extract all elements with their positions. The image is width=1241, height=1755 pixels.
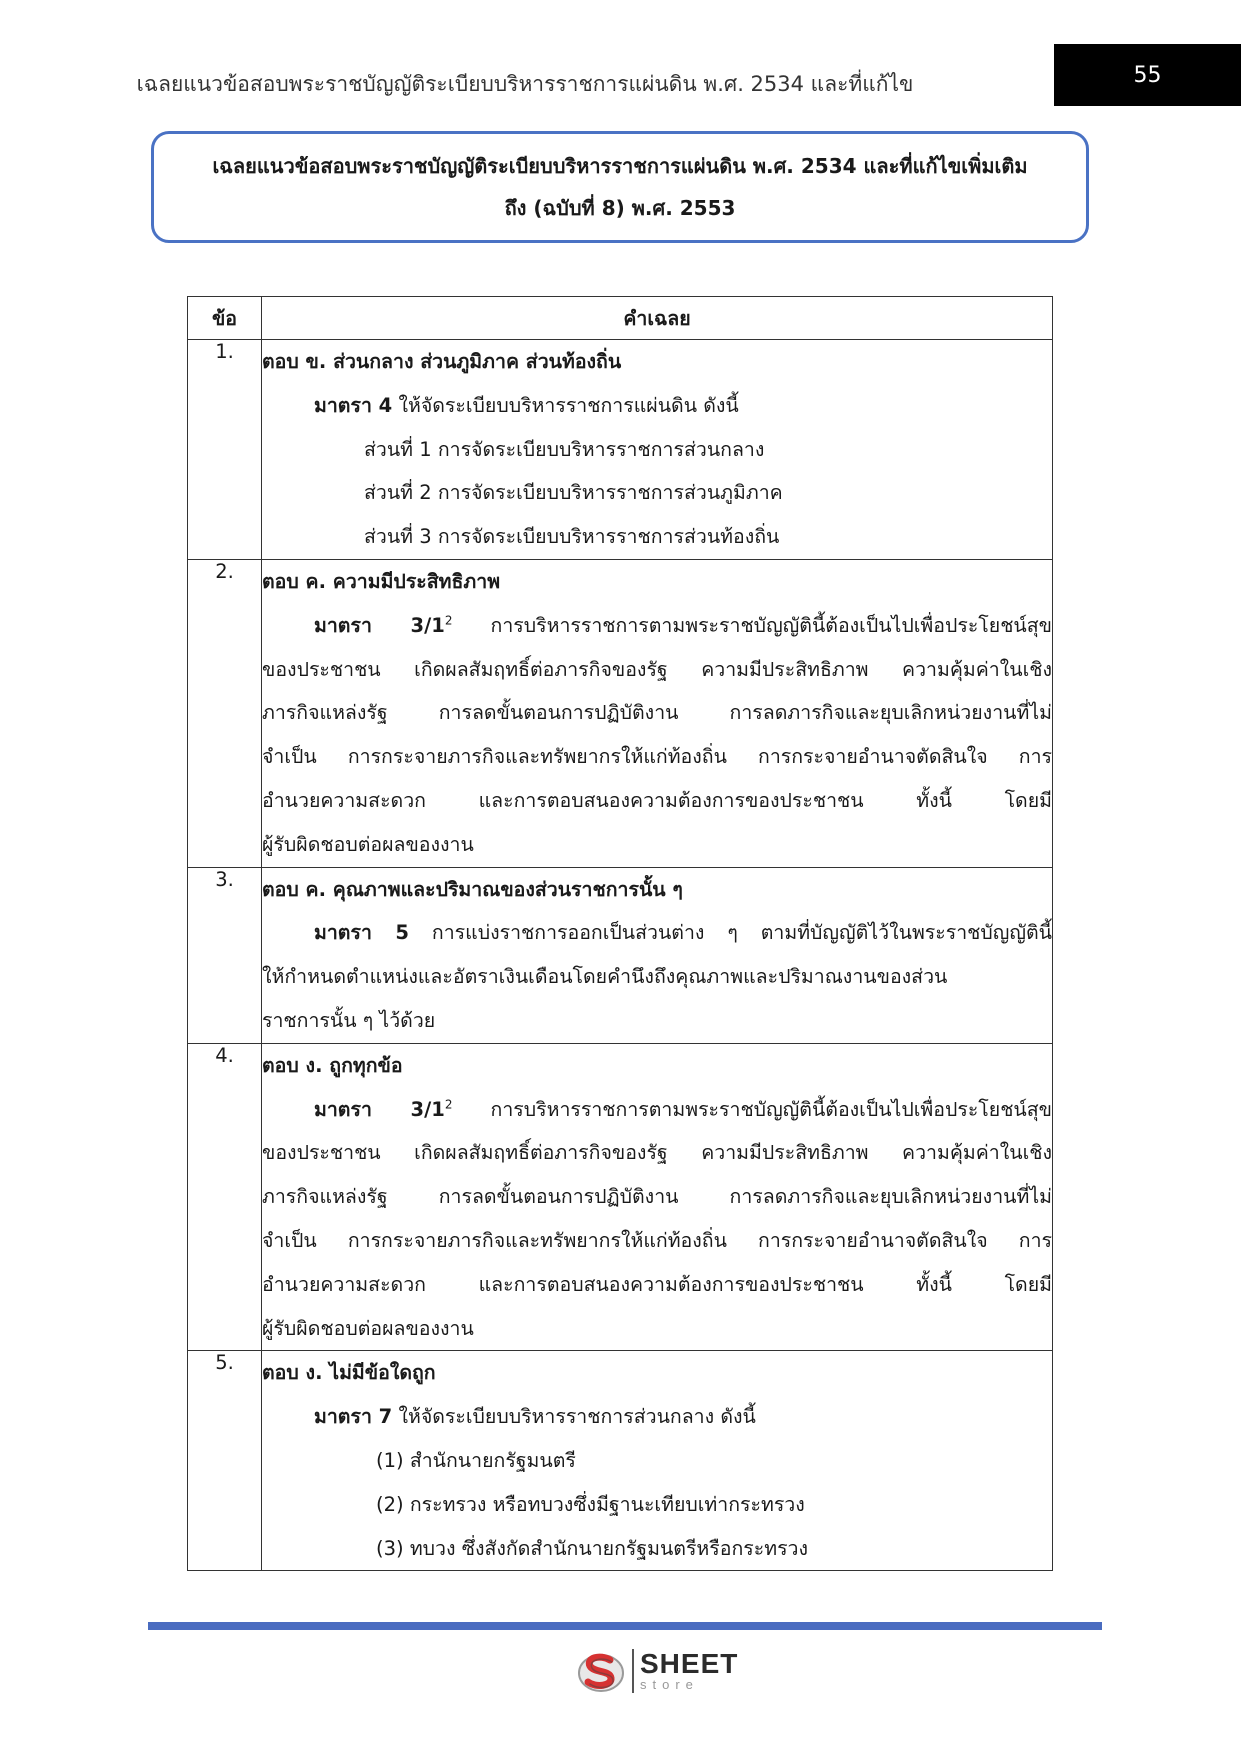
column-header-answer: คำเฉลย	[262, 297, 1053, 340]
section-text: การบริหารราชการตามพระราชบัญญัตินี้ต้องเป็นไปเพื่อประโยชน์สุข	[452, 1097, 1052, 1121]
page-number: 55	[1054, 44, 1241, 106]
answer-cell	[262, 1351, 1053, 1571]
section-label: มาตรา 3/1	[314, 1097, 445, 1121]
body-line: ของประชาชน เกิดผลสัมฤทธิ์ต่อภารกิจของรัฐ ความมีประสิทธิภาพ ความคุ้มค่าในเชิง	[262, 1141, 1052, 1165]
body-line: ภารกิจแหล่งรัฐ การลดขั้นตอนการปฏิบัติงาน การลดภารกิจและยุบเลิกหน่วยงานที่ไม่	[262, 701, 1052, 725]
section-text: การบริหารราชการตามพระราชบัญญัตินี้ต้องเป็นไปเพื่อประโยชน์สุข	[452, 613, 1052, 637]
list-item: (3) ทบวง ซึ่งสังกัดสำนักนายกรัฐมนตรีหรือกระทรวง	[376, 1536, 809, 1560]
column-header-no: ข้อ	[188, 297, 262, 340]
document-title-box	[151, 131, 1089, 243]
section-line	[262, 604, 1052, 648]
logo-name: SHEET	[640, 1648, 739, 1679]
section-text: ให้จัดระเบียบบริหารราชการแผ่นดิน ดังนี้	[392, 393, 739, 417]
section-label: มาตรา 5	[314, 921, 409, 945]
answer-choice: ตอบ ค. ความมีประสิทธิภาพ	[262, 569, 501, 593]
table-header-row	[188, 297, 1053, 340]
body-line: ของประชาชน เกิดผลสัมฤทธิ์ต่อภารกิจของรัฐ ความมีประสิทธิภาพ ความคุ้มค่าในเชิง	[262, 657, 1052, 681]
answer-choice: ตอบ ค. คุณภาพและปริมาณของส่วนราชการนั้น ๆ	[262, 877, 683, 901]
logo-separator	[632, 1649, 634, 1693]
table-row	[188, 559, 1053, 867]
s-logo-icon	[576, 1646, 626, 1696]
body-line: ให้กำหนดตำแหน่งและอัตราเงินเดือนโดยคำนึงถึงคุณภาพและปริมาณงานของส่วน	[262, 965, 948, 989]
question-number: 3.	[188, 867, 262, 1043]
table-row	[188, 1043, 1053, 1351]
answer-choice: ตอบ ข. ส่วนกลาง ส่วนภูมิภาค ส่วนท้องถิ่น	[262, 350, 622, 373]
answer-cell	[262, 867, 1053, 1043]
section-label: มาตรา 7	[314, 1405, 393, 1429]
body-line: ภารกิจแหล่งรัฐ การลดขั้นตอนการปฏิบัติงาน การลดภารกิจและยุบเลิกหน่วยงานที่ไม่	[262, 1185, 1052, 1209]
body-line: อำนวยความสะดวก และการตอบสนองความต้องการของประชาชน ทั้งนี้ โดยมี	[262, 788, 1052, 812]
running-header-title: เฉลยแนวข้อสอบพระราชบัญญัติระเบียบบริหารราชการแผ่นดิน พ.ศ. 2534 และที่แก้ไข	[136, 72, 914, 96]
section-line	[262, 1088, 1052, 1132]
sheet-store-logo	[576, 1646, 738, 1696]
question-number: 4.	[188, 1043, 262, 1351]
list-item: (2) กระทรวง หรือทบวงซึ่งมีฐานะเทียบเท่ากระทรวง	[376, 1492, 805, 1516]
footnote-ref: 2	[444, 613, 453, 628]
answer-cell	[262, 559, 1053, 867]
logo-subtitle: store	[640, 1677, 699, 1692]
section-text: ให้จัดระเบียบบริหารราชการส่วนกลาง ดังนี้	[392, 1405, 756, 1429]
question-number: 2.	[188, 559, 262, 867]
section-text: การแบ่งราชการออกเป็นส่วนต่าง ๆ ตามที่บัญญัติไว้ในพระราชบัญญัตินี้	[408, 921, 1052, 945]
document-title-line-1: เฉลยแนวข้อสอบพระราชบัญญัติระเบียบบริหารราชการแผ่นดิน พ.ศ. 2534 และที่แก้ไขเพิ่มเติม	[212, 154, 1028, 178]
answer-table	[187, 296, 1053, 1571]
body-line: ผู้รับผิดชอบต่อผลของงาน	[262, 832, 474, 856]
document-title-line-2: ถึง (ฉบับที่ 8) พ.ศ. 2553	[504, 196, 736, 220]
list-item: ส่วนที่ 1 การจัดระเบียบบริหารราชการส่วนกลาง	[364, 437, 765, 461]
footer-divider	[148, 1622, 1102, 1630]
section-label: มาตรา 4	[314, 393, 393, 417]
body-line: อำนวยความสะดวก และการตอบสนองความต้องการของประชาชน ทั้งนี้ โดยมี	[262, 1272, 1052, 1296]
body-line: ราชการนั้น ๆ ไว้ด้วย	[262, 1008, 436, 1032]
logo-text	[640, 1650, 738, 1692]
answer-choice: ตอบ ง. ถูกทุกข้อ	[262, 1053, 403, 1077]
table-row	[188, 867, 1053, 1043]
footnote-ref: 2	[444, 1097, 453, 1112]
question-number: 1.	[188, 340, 262, 560]
answer-cell	[262, 1043, 1053, 1351]
answer-cell	[262, 340, 1053, 560]
table-row	[188, 340, 1053, 560]
list-item: ส่วนที่ 2 การจัดระเบียบบริหารราชการส่วนภูมิภาค	[364, 481, 783, 505]
list-item: ส่วนที่ 3 การจัดระเบียบบริหารราชการส่วนท้องถิ่น	[364, 525, 780, 549]
body-line: ผู้รับผิดชอบต่อผลของงาน	[262, 1316, 474, 1340]
table-row	[188, 1351, 1053, 1571]
list-item: (1) สำนักนายกรัฐมนตรี	[376, 1448, 576, 1472]
body-line: จำเป็น การกระจายภารกิจและทรัพยากรให้แก่ท้องถิ่น การกระจายอำนาจตัดสินใจ การ	[262, 745, 1052, 769]
section-label: มาตรา 3/1	[314, 613, 445, 637]
section-line	[262, 1395, 1052, 1439]
section-line	[262, 384, 1052, 428]
question-number: 5.	[188, 1351, 262, 1571]
answer-choice: ตอบ ง. ไม่มีข้อใดถูก	[262, 1361, 436, 1385]
body-line: จำเป็น การกระจายภารกิจและทรัพยากรให้แก่ท้องถิ่น การกระจายอำนาจตัดสินใจ การ	[262, 1228, 1052, 1252]
section-line	[262, 911, 1052, 955]
